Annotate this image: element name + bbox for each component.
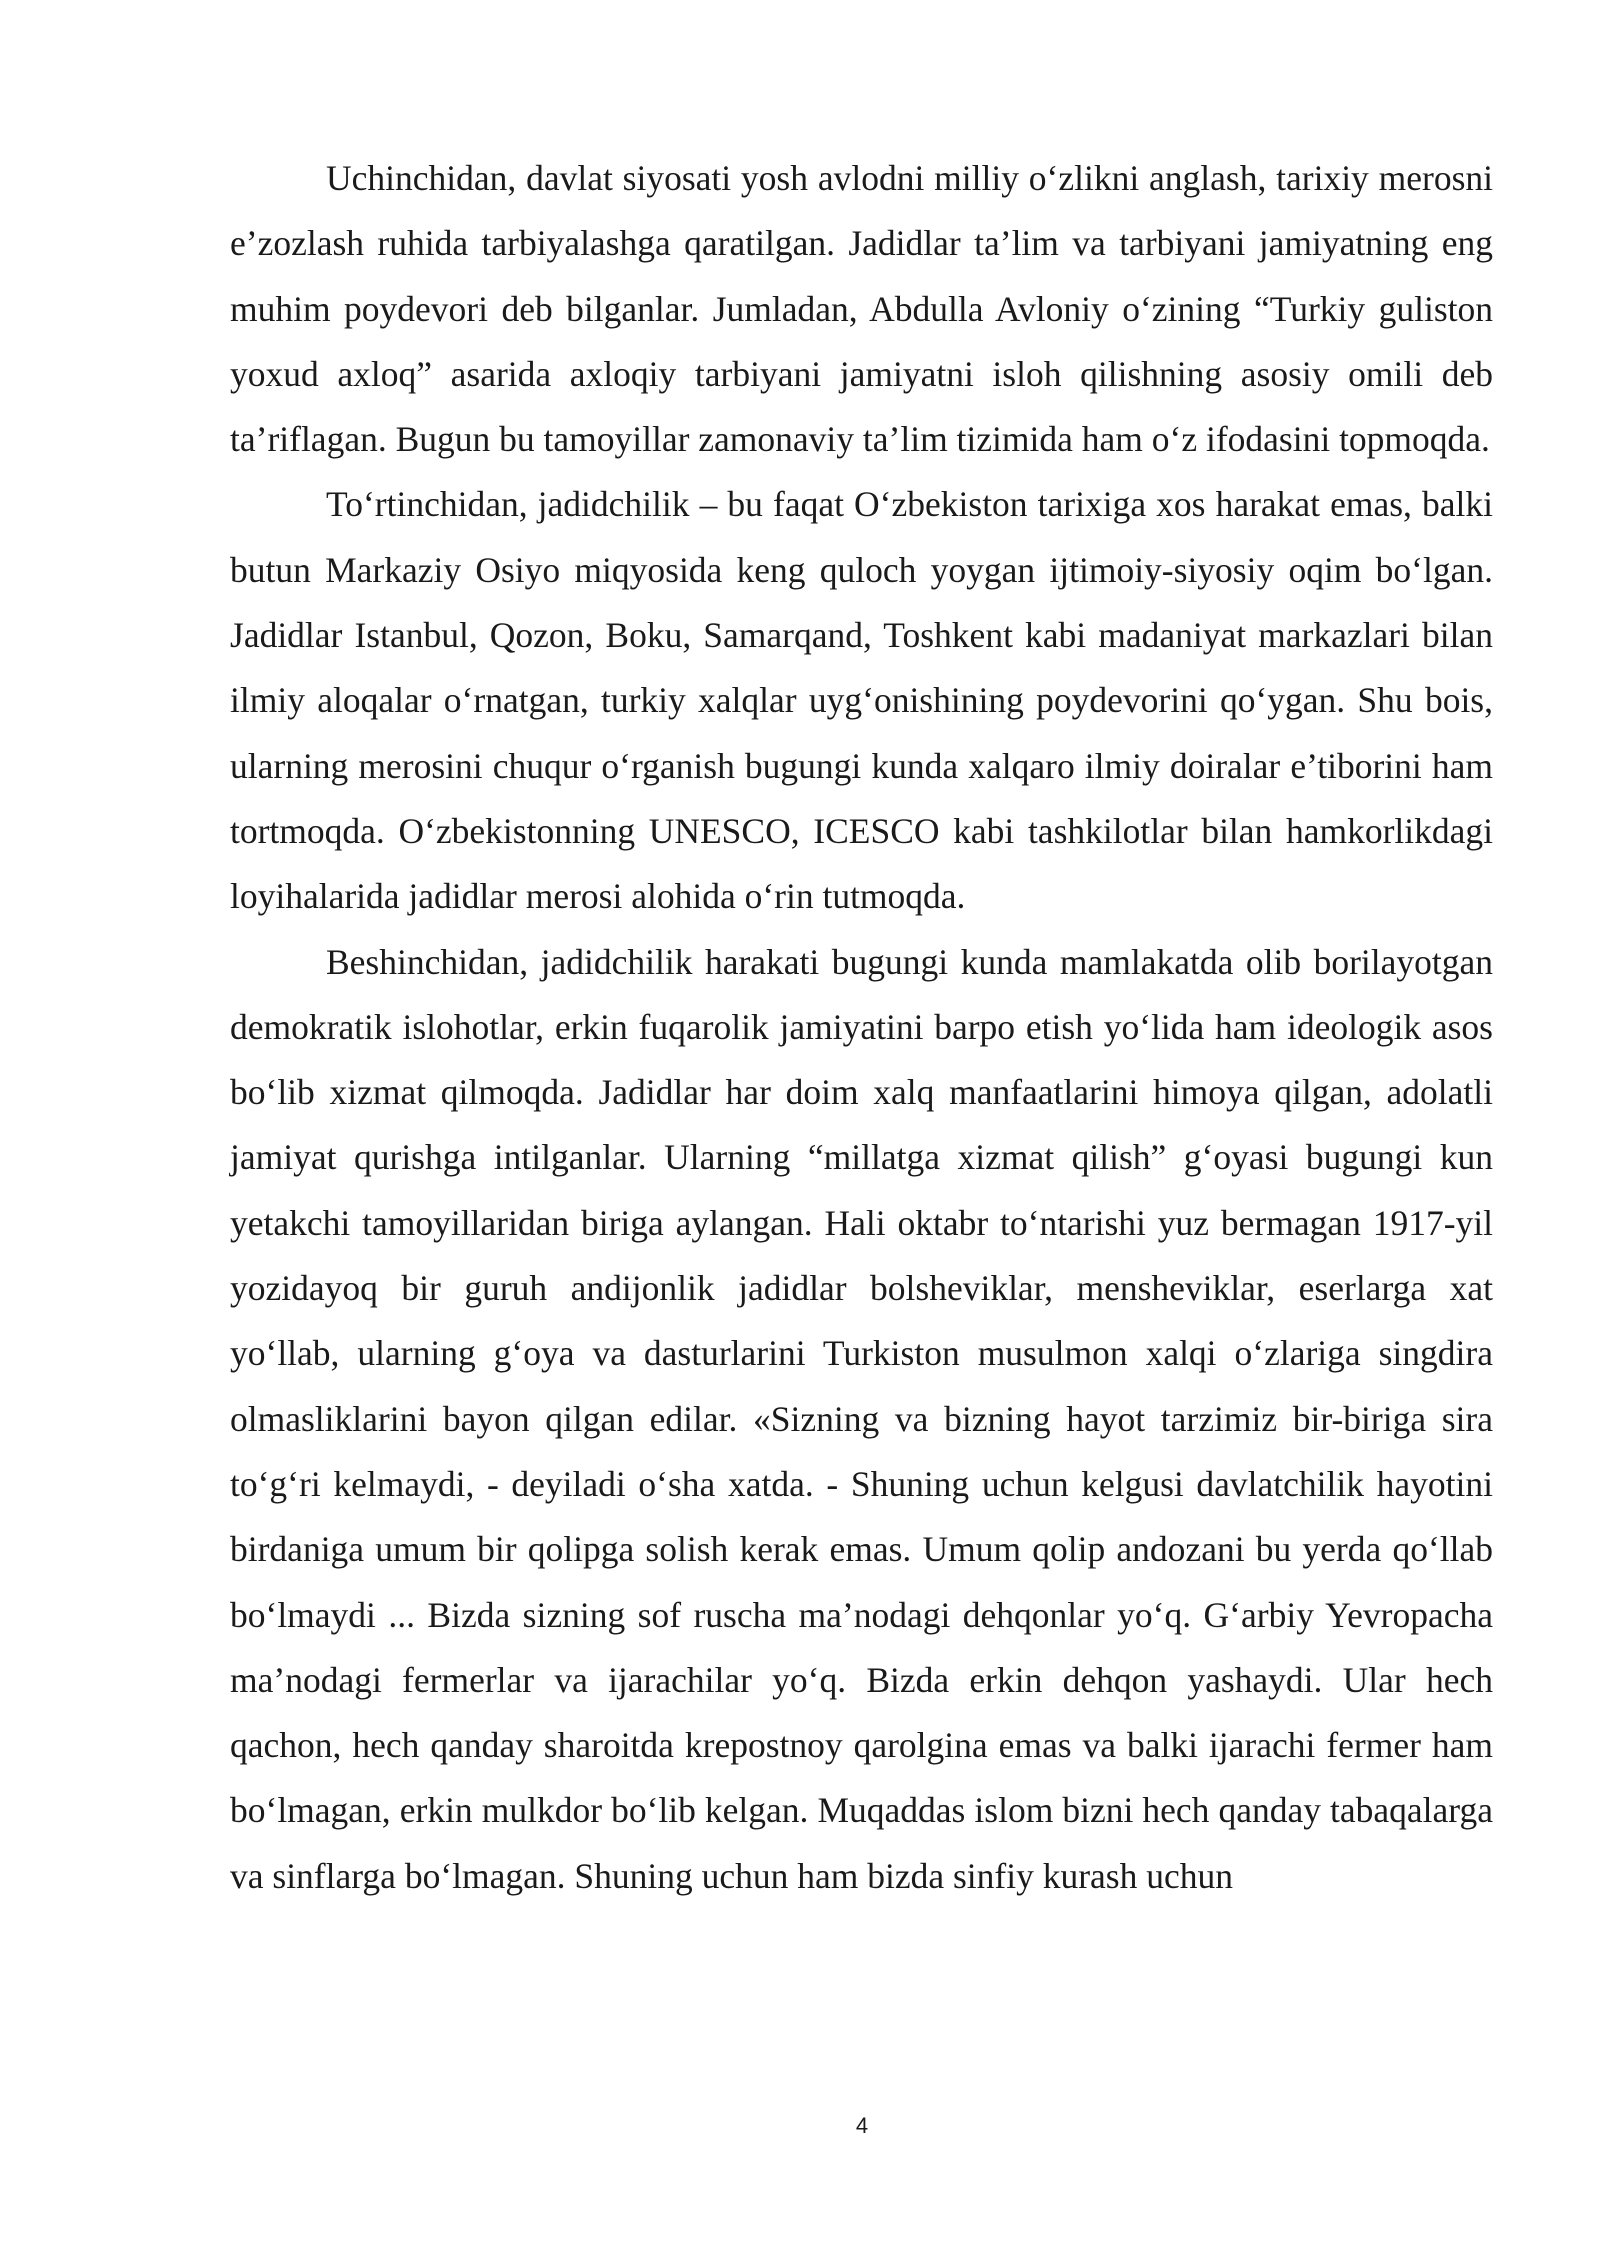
paragraph-uchinchidan: Uchinchidan, davlat siyosati yosh avlodni milliy o‘zlikni anglash, tarixiy merosni e’zozlash ruhida tarbiyalashga qaratilgan. Jadidlar ta’lim va tarbiyani jamiyatning eng muhim poydevori deb bilganlar. Jumladan, Abdulla Avloniy o‘zining “Turkiy guliston yoxud axloq” asarida axloqiy tarbiyani jamiyatni isloh qilishning asosiy omili deb ta’riflagan. Bugun bu tamoyillar zamonaviy ta’lim tizimida ham o‘z ifodasini topmoqda. [230, 158, 1493, 460]
page-number: 4 [855, 2113, 869, 2138]
paragraph-beshinchidan: Beshinchidan, jadidchilik harakati bugungi kunda mamlakatda olib borilayotgan demokratik islohotlar, erkin fuqarolik jamiyatini barpo etish yo‘lida ham ideologik asos bo‘lib xizmat qilmoqda. Jadidlar har doim xalq manfaatlarini himoya qilgan, adolatli jamiyat qurishga intilganlar. Ularning “millatga xizmat qilish” g‘oyasi bugungi kun yetakchi tamoyillaridan biriga aylangan. Hali oktabr to‘ntarishi yuz bermagan 1917-yil yozidayoq bir guruh andijonlik jadidlar bolsheviklar, mensheviklar, eserlarga xat yo‘llab, ularning g‘oya va dasturlarini Turkiston musulmon xalqi o‘zlariga singdira olmasliklarini bayon qilgan edilar. «Sizning va bizning hayot tarzimiz bir-biriga sira to‘g‘ri kelmaydi, - deyiladi o‘sha xatda. - Shuning uchun kelgusi davlatchilik hayotini birdaniga umum bir qolipga solish kerak emas. Umum qolip andozani bu yerda qo‘llab bo‘lmaydi ... Bizda sizning sof ruscha ma’nodagi dehqonlar yo‘q. G‘arbiy Yevropacha ma’nodagi fermerlar va ijarachilar yo‘q. Bizda erkin dehqon yashaydi. Ular hech qachon, hech qanday sharoitda krepostnoy qarolgina emas va balki ijarachi fermer ham bo‘lmagan, erkin mulkdor bo‘lib kelgan. Muqaddas islom bizni hech qanday tabaqalarga va sinflarga bo‘lmagan. Shuning uchun ham bizda sinfiy kurash uchun [230, 941, 1493, 1896]
body-text [230, 146, 1493, 1909]
paragraph-tortinchidan: To‘rtinchidan, jadidchilik – bu faqat O‘zbekiston tarixiga xos harakat emas, balki butun Markaziy Osiyo miqyosida keng quloch yoygan ijtimoiy-siyosiy oqim bo‘lgan. Jadidlar Istanbul, Qozon, Boku, Samarqand, Toshkent kabi madaniyat markazlari bilan ilmiy aloqalar o‘rnatgan, turkiy xalqlar uyg‘onishining poydevorini qo‘ygan. Shu bois, ularning merosini chuqur o‘rganish bugungi kunda xalqaro ilmiy doiralar e’tiborini ham tortmoqda. O‘zbekistonning UNESCO, ICESCO kabi tashkilotlar bilan hamkorlikdagi loyihalarida jadidlar merosi alohida o‘rin tutmoqda. [230, 484, 1493, 917]
